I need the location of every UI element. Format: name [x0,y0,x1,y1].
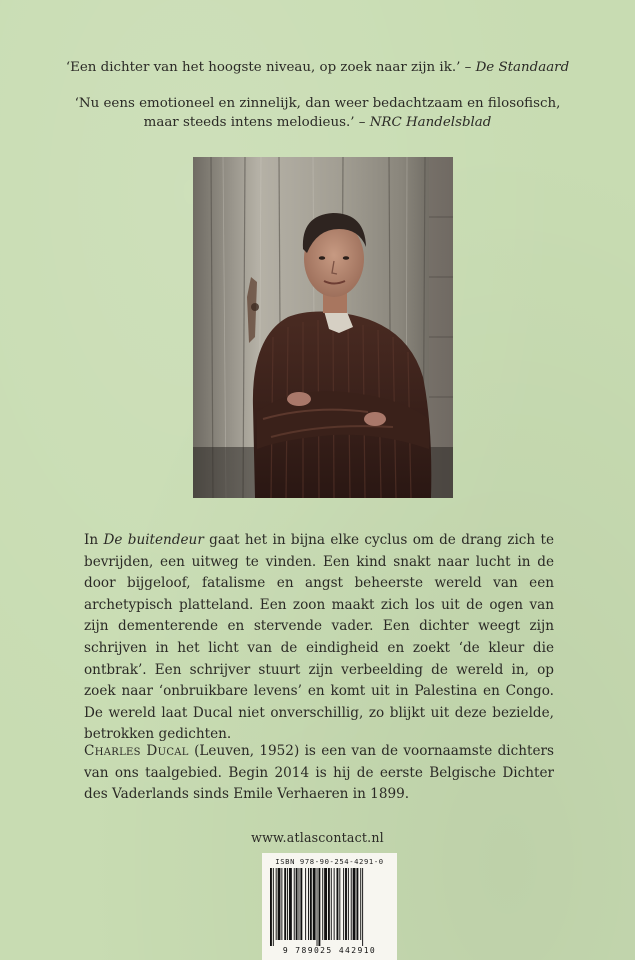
barcode-bar [299,868,300,940]
barcode-bar [281,868,282,940]
barcode-bar [362,868,363,946]
barcode-bar [296,868,298,940]
barcode-bar [305,868,306,940]
author-photo [193,157,453,498]
barcode-bar [331,868,332,940]
isbn-label: ISBN 978-90-254-4291-0 [275,857,384,866]
barcode-bar [273,868,274,946]
author-bio-text: (Leuven, 1952) is een van de voornaamste dichters van ons taalgebied. Begin 2014 is hij de eerste Belgische Dichter des Vaderlands sinds Emile Verhaeren in 1899. [84,743,554,803]
barcode-bar [278,868,281,940]
quote-source: NRC Handelsblad [369,115,492,130]
description-paragraph [84,530,554,746]
description-body: gaat het in bijna elke cyclus om de drang zich te bevrijden, een uitweg te vinden. Een kind snakt naar lucht in de door bijgeloof, fatalisme en angst beheerste wereld van een archetypisch platteland. Een zoon maakt zich los uit de ogen van zijn dementerende en stervende vader. Een dichter weegt zijn schrijven in het licht van de eindigheid en zoekt ‘de kleur die ontbrak’. Een schrijver stuurt zijn verbeelding de wereld in, op zoek naar ‘onbruikbare levens’ en komt uit in Palestina en Congo. De wereld laat Ducal niet onverschillig, zo blijkt uit deze bezielde, betrokken gedichten. [84,532,555,743]
review-quote-1 [0,58,635,77]
barcode-bar [310,868,312,940]
review-quote-2 [0,94,635,132]
barcode-bar [339,868,340,940]
barcode-bar [334,868,335,940]
quote-text: ‘Een dichter van het hoogste niveau, op zoek naar zijn ik.’ – [65,60,472,75]
barcode-bar [351,868,352,940]
barcode-bar [276,868,277,940]
barcode-bar [317,868,318,946]
barcode-bar [308,868,309,940]
barcode [262,853,397,960]
barcode-bar [343,868,344,940]
barcode-bar [289,868,292,940]
description-prefix: In [84,532,99,548]
publisher-website: www.atlascontact.nl [251,830,384,845]
barcode-bar [322,868,323,940]
barcode-bar [356,868,358,940]
barcode-bar [313,868,316,940]
barcode-bar [345,868,347,940]
barcode-bar [300,868,302,940]
barcode-bar [328,868,330,940]
author-name: Charles Ducal [84,743,189,759]
barcode-bars [270,868,389,946]
barcode-bar [348,868,349,940]
barcode-bar [284,868,286,940]
barcode-bar [324,868,327,940]
review-quotes [0,58,635,149]
book-title: De buitendeur [103,532,204,548]
book-description [84,530,554,746]
barcode-bar [287,868,288,940]
author-bio [84,741,554,806]
barcode-bar [318,868,320,946]
ean-digits: 9 789025 442910 [282,946,377,955]
barcode-bar [270,868,272,946]
quote-text: ‘Nu eens emotioneel en zinnelijk, dan weer bedachtzaam en filosofisch, [74,96,561,111]
barcode-bar [294,868,295,940]
barcode-bar [353,868,356,940]
quote-source: De Standaard [475,60,570,75]
quote-text: maar steeds intens melodieus.’ – [143,115,366,130]
barcode-bar [360,868,361,940]
barcode-bar [337,868,339,940]
author-portrait-illustration [193,157,453,498]
